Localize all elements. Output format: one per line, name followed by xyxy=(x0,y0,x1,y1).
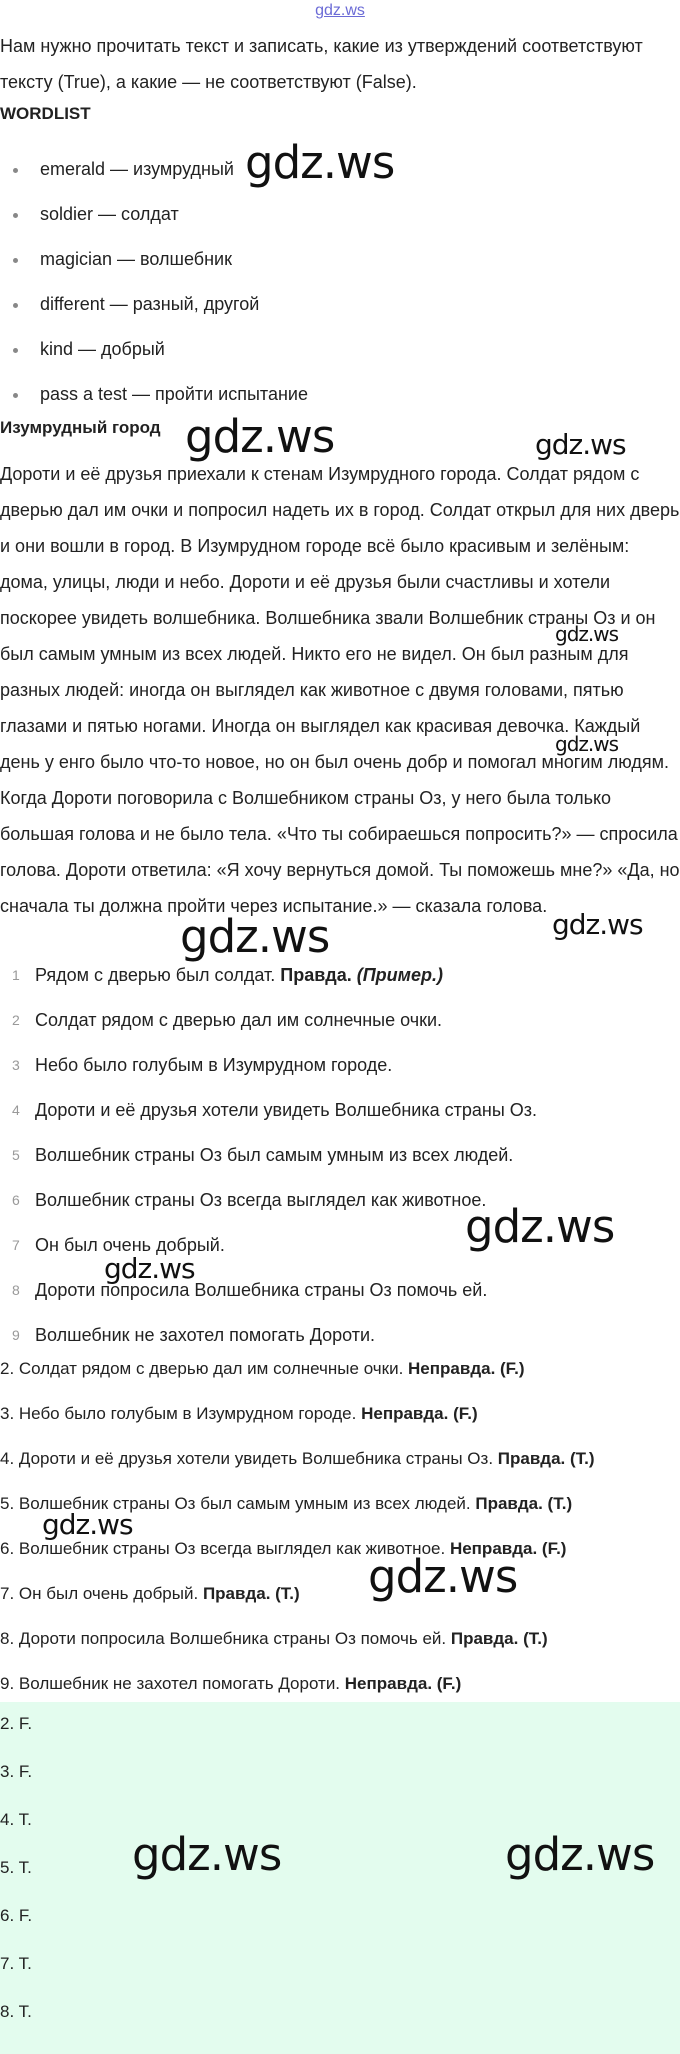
watermark: gdz.ws xyxy=(245,136,395,189)
statement-item xyxy=(0,1092,537,1137)
short-answer: 6. F. xyxy=(0,1906,33,1925)
statement-number: 5 xyxy=(12,1147,20,1163)
watermark: gdz.ws xyxy=(132,1828,282,1881)
watermark: gdz.ws xyxy=(552,908,643,941)
answer-verdict: Неправда. (F.) xyxy=(408,1359,525,1378)
short-answer: 8. T. xyxy=(0,2002,32,2021)
answer-verdict: Правда. (T.) xyxy=(475,1494,573,1513)
statement-text: Он был очень добрый. xyxy=(35,1235,225,1255)
statement-item xyxy=(0,1272,537,1317)
statement-item xyxy=(0,1182,537,1227)
statement-number: 7 xyxy=(12,1237,20,1253)
statement-item xyxy=(0,1137,537,1182)
statement-item xyxy=(0,1047,537,1092)
answer-item xyxy=(0,1441,595,1486)
story-text: Дороти и её друзья приехали к стенам Изумрудного города. Солдат рядом с дверью дал им очки и попросил надеть их в город. Солдат открыл для них дверь и они вошли в город. В Изумрудном городе всё было красивым и зелёным: дома, улицы, люди и небо. Дороти и её друзья были счастливы и хотели поскорее увидеть волшебника. Волшебника звали Волшебник страны Оз и он был самым умным из всех людей. Никто его не видел. Он был разным для разных людей: иногда он выглядел как животное с двумя головами, пятью глазами и пятью ногами. Иногда он выглядел как красивая девочка. Каждый день у енго было что-то новое, но он был очень добр и помогал многим людям. Когда Дороти поговорила с Волшебником страны Оз, у него была только большая голова и не было тела. «Что ты собираешься попросить?» — спросила голова. Дороти ответила: «Я хочу вернуться домой. Ты поможешь мне?» «Да, но сначала ты должна пройти через испытание.» — сказала голова. xyxy=(0,464,680,916)
wordlist-item-text: kind — добрый xyxy=(40,339,165,359)
statement-number: 9 xyxy=(12,1327,20,1343)
watermark: gdz.ws xyxy=(180,910,330,963)
answer-text: 8. Дороти попросила Волшебника страны Оз помочь ей. xyxy=(0,1629,447,1648)
statement-verdict: Правда. xyxy=(280,965,352,985)
short-answer: 3. F. xyxy=(0,1762,33,1781)
wordlist-heading: WORDLIST xyxy=(0,104,91,123)
wordlist-item-text: emerald — изумрудный xyxy=(40,159,234,179)
watermark: gdz.ws xyxy=(185,410,335,463)
statement-item xyxy=(0,1002,537,1047)
answer-text: 5. Волшебник страны Оз был самым умным из всех людей. xyxy=(0,1494,471,1513)
statement-number: 2 xyxy=(12,1012,20,1028)
answer-text: 6. Волшебник страны Оз всегда выглядел как животное. xyxy=(0,1539,446,1558)
bullet-icon xyxy=(13,303,18,308)
statement-item xyxy=(0,1227,537,1272)
answer-verdict: Правда. (T.) xyxy=(202,1584,300,1603)
watermark: gdz.ws xyxy=(505,1828,655,1881)
wordlist-item xyxy=(0,282,308,327)
watermark: gdz.ws xyxy=(42,1508,133,1541)
answer-item xyxy=(0,1396,595,1441)
watermark: gdz.ws xyxy=(535,428,626,461)
bullet-icon xyxy=(13,258,18,263)
answer-verdict: Неправда. (F.) xyxy=(344,1674,462,1693)
short-answer: 7. T. xyxy=(0,1954,32,1973)
watermark: gdz.ws xyxy=(104,1252,195,1285)
statement-text: Солдат рядом с дверью дал им солнечные очки. xyxy=(35,1010,443,1030)
answer-text: 2. Солдат рядом с дверью дал им солнечные очки. xyxy=(0,1359,404,1378)
task-intro: Нам нужно прочитать текст и записать, какие из утверждений соответствуют тексту (True), а какие — не соответствуют (False). xyxy=(0,36,643,92)
answer-text: 9. Волшебник не захотел помогать Дороти. xyxy=(0,1674,341,1693)
bullet-icon xyxy=(13,213,18,218)
short-answer: 5. T. xyxy=(0,1858,32,1877)
answer-verdict: Правда. (T.) xyxy=(497,1449,595,1468)
watermark: gdz.ws xyxy=(465,1200,615,1253)
statement-text: Дороти попросила Волшебника страны Оз помочь ей. xyxy=(35,1280,488,1300)
statement-text: Рядом с дверью был солдат. xyxy=(35,965,276,985)
short-answer: 2. F. xyxy=(0,1714,33,1733)
bullet-icon xyxy=(13,393,18,398)
watermark: gdz.ws xyxy=(555,732,619,756)
watermark: gdz.ws xyxy=(555,622,619,646)
statement-text: Небо было голубым в Изумрудном городе. xyxy=(35,1055,393,1075)
statements-list xyxy=(0,957,537,1362)
wordlist-item-text: magician — волшебник xyxy=(40,249,232,269)
statement-text: Волшебник страны Оз всегда выглядел как животное. xyxy=(35,1190,487,1210)
wordlist-item-text: soldier — солдат xyxy=(40,204,179,224)
wordlist-item xyxy=(0,192,308,237)
statement-number: 4 xyxy=(12,1102,20,1118)
statement-text: Дороти и её друзья хотели увидеть Волшебника страны Оз. xyxy=(35,1100,538,1120)
statement-item xyxy=(0,957,537,1002)
statement-number: 1 xyxy=(12,967,20,983)
answer-item xyxy=(0,1351,595,1396)
answer-verdict: Неправда. (F.) xyxy=(449,1539,567,1558)
statement-number: 6 xyxy=(12,1192,20,1208)
answer-text: 7. Он был очень добрый. xyxy=(0,1584,199,1603)
story-heading: Изумрудный город xyxy=(0,418,161,437)
header-watermark: gdz.ws xyxy=(315,2,365,19)
statement-number: 3 xyxy=(12,1057,20,1073)
short-answers-list xyxy=(0,1702,32,2038)
answer-verdict: Неправда. (F.) xyxy=(361,1404,478,1423)
answer-text: 3. Небо было голубым в Изумрудном городе. xyxy=(0,1404,357,1423)
bullet-icon xyxy=(13,168,18,173)
answer-text: 4. Дороти и её друзья хотели увидеть Волшебника страны Оз. xyxy=(0,1449,494,1468)
bullet-icon xyxy=(13,348,18,353)
short-answer: 4. T. xyxy=(0,1810,32,1829)
wordlist-item xyxy=(0,237,308,282)
answer-item xyxy=(0,1621,595,1666)
statement-text: Волшебник не захотел помогать Дороти. xyxy=(35,1325,376,1345)
wordlist-item-text: pass a test — пройти испытание xyxy=(40,384,308,404)
answer-verdict: Правда. (T.) xyxy=(450,1629,548,1648)
statement-text: Волшебник страны Оз был самым умным из всех людей. xyxy=(35,1145,514,1165)
statement-note: (Пример.) xyxy=(356,965,443,985)
wordlist-item xyxy=(0,327,308,372)
watermark: gdz.ws xyxy=(368,1550,518,1603)
statement-number: 8 xyxy=(12,1282,20,1298)
wordlist-item-text: different — разный, другой xyxy=(40,294,260,314)
